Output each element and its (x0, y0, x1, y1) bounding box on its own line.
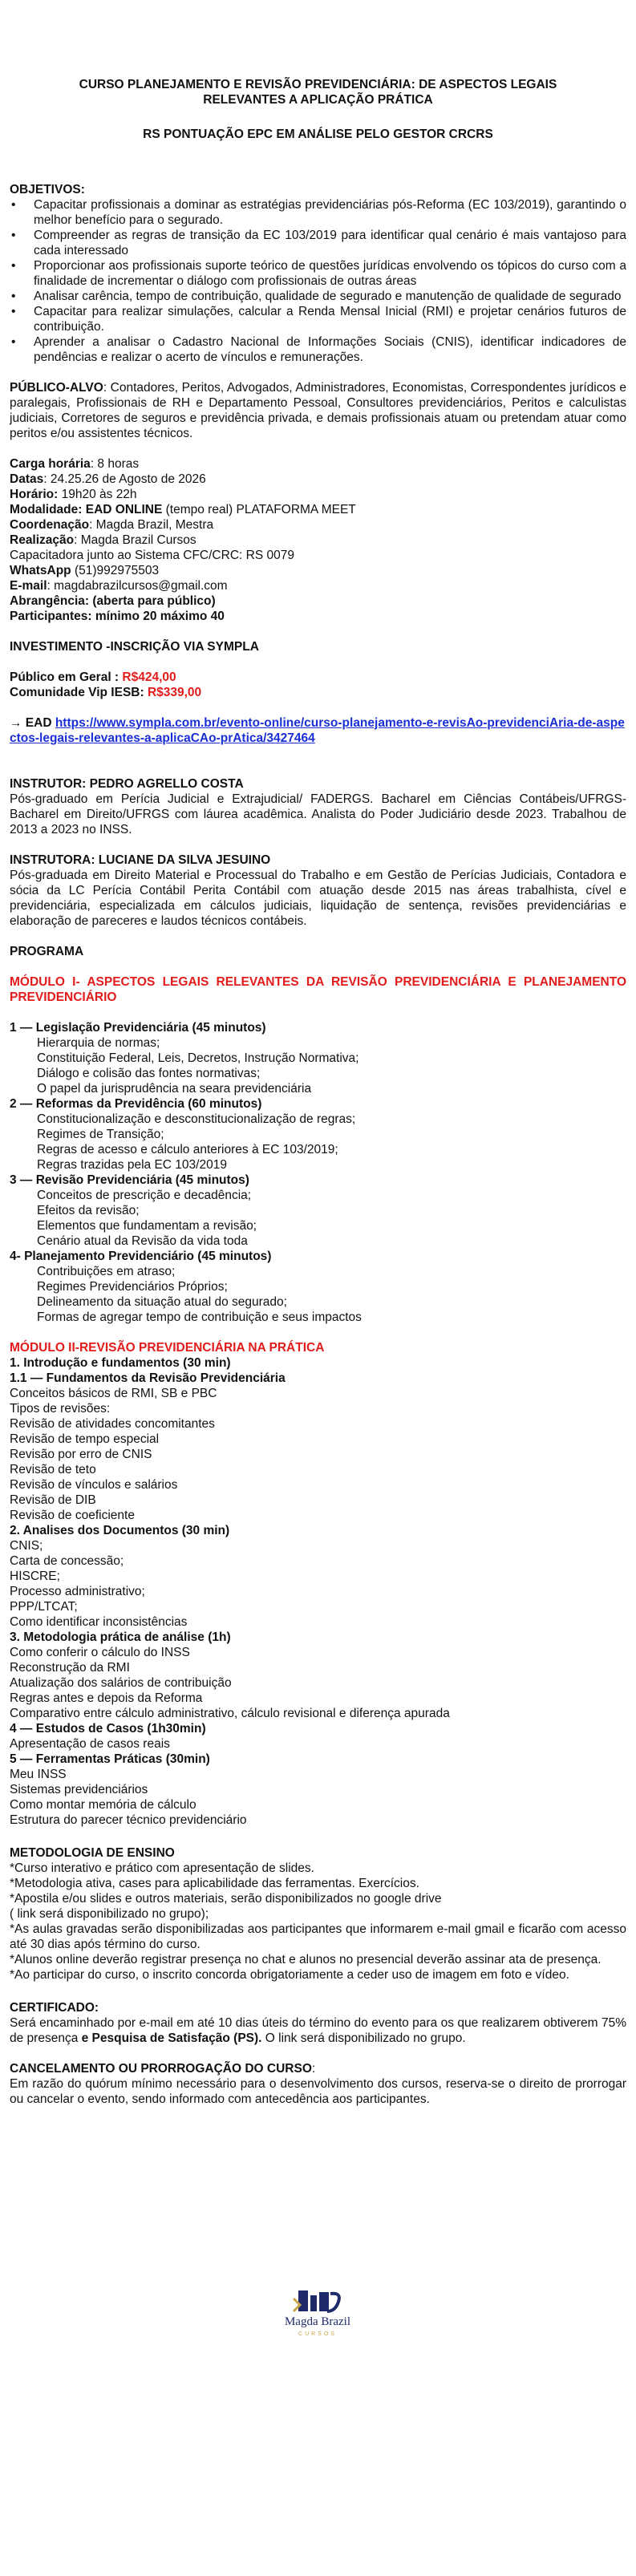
topic-item: Regras de acesso e cálculo anteriores à EC 103/2019; (37, 1142, 338, 1156)
topic-item: Revisão de DIB (10, 1493, 96, 1507)
objetivos-heading: OBJETIVOS: (10, 182, 85, 196)
cancelamento-text: Em razão do quórum mínimo necessário para o desenvolvimento dos cursos, reserva-se o direito de prorrogar ou cancelar o evento, sendo informado com antecedência aos participantes. (10, 2076, 626, 2106)
email-label: E-mail (10, 578, 47, 593)
cancelamento-heading-line (10, 2061, 626, 2076)
investimento-heading: INVESTIMENTO -INSCRIÇÃO VIA SYMPLA (10, 639, 259, 654)
logo-mark-icon (294, 2290, 339, 2311)
price-publico-value: R$424,00 (122, 670, 176, 684)
logo-tagline: CURSOS (298, 2331, 337, 2337)
whatsapp (10, 563, 626, 578)
topic-item: Conceitos de prescrição e decadência; (37, 1188, 252, 1202)
modulo1-section-title: 3 — Revisão Previdenciária (45 minutos) (10, 1173, 249, 1187)
topic-item: Comparativo entre cálculo administrativo, cálculo revisional e diferença apurada (10, 1706, 450, 1720)
realizacao (10, 533, 626, 548)
topic-item: Elementos que fundamentam a revisão; (37, 1218, 257, 1233)
whatsapp-value: (51)992975503 (71, 563, 160, 577)
topic-item: Carta de concessão; (10, 1553, 124, 1568)
metodologia-line: *Metodologia ativa, cases para aplicabilidade das ferramentas. Exercícios. (10, 1876, 419, 1890)
participantes-label: Participantes: (10, 609, 92, 623)
magda-brazil-logo (253, 2287, 382, 2339)
datas-label: Datas (10, 472, 44, 486)
topic-item: O papel da jurisprudência na seara previdenciária (37, 1081, 312, 1096)
horario-value: 19h20 às 22h (58, 487, 137, 501)
modulo2-section-title: 2. Analises dos Documentos (30 min) (10, 1523, 230, 1537)
topic-item: Hierarquia de normas; (37, 1035, 160, 1050)
document (10, 77, 626, 2107)
logo-name: Magda Brazil (284, 2315, 351, 2328)
topic-item: Revisão de tempo especial (10, 1432, 160, 1446)
ead-label: → EAD (10, 715, 55, 730)
metodologia-heading: METODOLOGIA DE ENSINO (10, 1845, 175, 1860)
whatsapp-label: WhatsApp (10, 563, 71, 577)
modulo2-title: MÓDULO II-REVISÃO PREVIDENCIÁRIA NA PRÁTICA (10, 1340, 325, 1355)
datas (10, 472, 626, 487)
capacitadora: Capacitadora junto ao Sistema CFC/CRC: RS 0079 (10, 548, 294, 562)
topic-item: Estrutura do parecer técnico previdenciário (10, 1813, 247, 1827)
certificado-text (10, 2015, 626, 2046)
instrutor-bio: Pós-graduado em Perícia Judicial e Extrajudicial/ FADERGS. Bacharel em Ciências Contábeis/UFRGS- Bacharel em Direito/UFRGS com láurea acadêmica. Analista do Poder Judiciário desde 2023. Trabalhou de 2013 a 2023 no INSS. (10, 792, 626, 836)
modalidade-label: Modalidade: EAD ONLINE (10, 502, 163, 516)
modulo2-section-title: 3. Metodologia prática de análise (1h) (10, 1630, 231, 1644)
topic-item: CNIS; (10, 1538, 43, 1553)
topic-item: Apresentação de casos reais (10, 1736, 170, 1751)
price-vip-label: Comunidade Vip IESB: (10, 685, 148, 699)
modulo2-section-title: 5 — Ferramentas Práticas (30min) (10, 1752, 210, 1766)
topic-item: Conceitos básicos de RMI, SB e PBC (10, 1386, 217, 1400)
price-publico-label: Público em Geral : (10, 670, 123, 684)
instrutora-bio: Pós-graduada em Direito Material e Processual do Trabalho e em Gestão de Perícias Judiciais, Contadora e sócia da LC Perícia Contábil Perita Contábil com atuação desde 2015 nas áreas trabalhista, cível e previdenciária, especializada em cálculos judiciais, liquidação de sentença, revisões previdenciárias e elaboração de pareceres e laudos técnicos contábeis. (10, 868, 626, 928)
horario (10, 487, 626, 502)
coordenacao (10, 517, 626, 533)
topic-item: Constitucionalização e desconstitucionalização de regras; (37, 1112, 356, 1126)
modulo2-section-title: 4 — Estudos de Casos (1h30min) (10, 1721, 206, 1736)
modulo1-section-title: 4- Planejamento Previdenciário (45 minutos) (10, 1249, 272, 1263)
modalidade-value: (tempo real) PLATAFORMA MEET (162, 502, 356, 516)
course-title-line1: CURSO PLANEJAMENTO E REVISÃO PREVIDENCIÁRIA: DE ASPECTOS LEGAIS (79, 78, 557, 91)
coordenacao-value: : Magda Brazil, Mestra (89, 517, 214, 532)
modulo1-section-title: 1 — Legislação Previdenciária (45 minutos) (10, 1020, 266, 1035)
publico-alvo (10, 380, 626, 441)
ead-link-line (10, 715, 626, 746)
certificado-text-b: e Pesquisa de Satisfação (PS). (81, 2031, 262, 2045)
price-vip-value: R$339,00 (147, 685, 202, 699)
certificado-text-a: Será encaminhado por e-mail em até 10 dias úteis do término do evento para os que realizarem obtiverem 75% de presença (10, 2015, 626, 2045)
metodologia-line: *Curso interativo e prático com apresentação de slides. (10, 1861, 314, 1875)
course-title-line2: RELEVANTES A APLICAÇÃO PRÁTICA (203, 93, 433, 107)
objetivo-item: • Capacitar para realizar simulações, calcular a Renda Mensal Inicial (RMI) e projetar cenários futuros de contribuição. (10, 304, 626, 334)
metodologia-line: *Apostila e/ou slides e outros materiais, serão disponibilizados no google drive (10, 1891, 442, 1906)
carga-label: Carga horária (10, 456, 91, 471)
topic-item: Formas de agregar tempo de contribuição e seus impactos (37, 1310, 362, 1324)
instrutor-heading: INSTRUTOR: PEDRO AGRELLO COSTA (10, 776, 244, 791)
objetivos-list (10, 197, 626, 365)
horario-label: Horário: (10, 487, 59, 501)
realizacao-label: Realização (10, 533, 75, 547)
objetivo-item: • Compreender as regras de transição da EC 103/2019 para identificar qual cenário é mais vantajoso para cada interessado (10, 228, 626, 258)
topic-item: Regras antes e depois da Reforma (10, 1691, 203, 1705)
topic-item: Revisão de coeficiente (10, 1508, 135, 1522)
programa-heading: PROGRAMA (10, 944, 84, 958)
topic-item: Diálogo e colisão das fontes normativas; (37, 1066, 261, 1080)
carga-value: : 8 horas (90, 456, 140, 471)
topic-item: Delineamento da situação atual do segurado; (37, 1294, 287, 1309)
metodologia-line: *As aulas gravadas serão disponibilizadas aos participantes que informarem e-mail gmail e ficarão com acesso até 30 dias após término do curso. (10, 1922, 626, 1951)
modulo2-section-title: 1.1 — Fundamentos da Revisão Previdenciária (10, 1371, 286, 1385)
topic-item: Revisão de teto (10, 1462, 96, 1476)
topic-item: Sistemas previdenciários (10, 1782, 148, 1796)
modulo2-sections (10, 1355, 626, 1828)
publico-alvo-text: : Contadores, Peritos, Advogados, Administradores, Economistas, Correspondentes jurídicos e paralegais, Profissionais de RH e Departamento Pessoal, Consultores previdenciários, Peritos e calculistas judiciais, Corretores de seguros e previdência privada, e demais profissionais atuam ou pretendam atuar como peritos e/ou assistentes técnicos. (10, 380, 626, 440)
coordenacao-label: Coordenação (10, 517, 90, 532)
topic-item: Revisão de vínculos e salários (10, 1477, 178, 1492)
objetivo-item: • Aprender a analisar o Cadastro Nacional de Informações Sociais (CNIS), identificar indicadores de pendências e realizar o acerto de vínculos e remunerações. (10, 334, 626, 365)
epc-subtitle: RS PONTUAÇÃO EPC EM ANÁLISE PELO GESTOR CRCRS (143, 128, 493, 141)
topic-item: Atualização dos salários de contribuição (10, 1675, 232, 1690)
datas-value: : 24.25.26 de Agosto de 2026 (43, 472, 206, 486)
topic-item: Processo administrativo; (10, 1584, 145, 1598)
topic-item: Contribuições em atraso; (37, 1264, 176, 1278)
topic-item: Regimes de Transição; (37, 1127, 164, 1141)
topic-item: Regras trazidas pela EC 103/2019 (37, 1157, 227, 1172)
topic-item: Como montar memória de cálculo (10, 1797, 196, 1812)
abrangencia (10, 593, 626, 609)
certificado-heading: CERTIFICADO: (10, 2000, 99, 2015)
topic-item: Meu INSS (10, 1767, 67, 1781)
price-vip (10, 685, 626, 700)
objetivo-item: • Capacitar profissionais a dominar as estratégias previdenciárias pós-Reforma (EC 103/2019), garantindo o melhor benefício para o segurado. (10, 197, 626, 228)
cancelamento-colon: : (311, 2061, 316, 2076)
topic-item: Reconstrução da RMI (10, 1660, 130, 1675)
carga-horaria (10, 456, 626, 472)
instrutora-heading: INSTRUTORA: LUCIANE DA SILVA JESUINO (10, 853, 271, 867)
objetivo-item: • Proporcionar aos profissionais suporte teórico de questões jurídicas envolvendo os tópicos do curso com a finalidade de incrementar o diálogo com profissionais de outras áreas (10, 258, 626, 289)
topic-item: Cenário atual da Revisão da vida toda (37, 1233, 248, 1248)
participantes (10, 609, 626, 624)
email-value: : magdabrazilcursos@gmail.com (47, 578, 228, 593)
abrangencia-label: Abrangência: (10, 593, 90, 608)
modulo1-sections (10, 1020, 626, 1325)
realizacao-value: : Magda Brazil Cursos (74, 533, 196, 547)
topic-item: PPP/LTCAT; (10, 1599, 78, 1614)
email (10, 578, 626, 593)
modulo2-section-title: 1. Introdução e fundamentos (30 min) (10, 1355, 231, 1370)
participantes-value: mínimo 20 máximo 40 (91, 609, 225, 623)
publico-alvo-label: PÚBLICO-ALVO (10, 380, 103, 395)
topic-item: Constituição Federal, Leis, Decretos, Instrução Normativa; (37, 1051, 359, 1065)
cancelamento-heading: CANCELAMENTO OU PRORROGAÇÃO DO CURSO (10, 2061, 312, 2076)
metodologia-line: *Alunos online deverão registrar presença no chat e alunos no presencial deverão assinar ata de presença. (10, 1952, 602, 1966)
metodologia-line: ( link será disponibilizado no grupo); (10, 1906, 209, 1921)
modalidade (10, 502, 626, 517)
topic-item: Revisão por erro de CNIS (10, 1447, 152, 1461)
topic-item: Tipos de revisões: (10, 1401, 111, 1416)
objetivo-item: • Analisar carência, tempo de contribuição, qualidade de segurado e manutenção de qualidade de segurado (10, 289, 626, 304)
topic-item: HISCRE; (10, 1569, 60, 1583)
topic-item: Efeitos da revisão; (37, 1203, 140, 1217)
abrangencia-value: (aberta para público) (89, 593, 216, 608)
modulo1-section-title: 2 — Reformas da Previdência (60 minutos) (10, 1096, 262, 1111)
certificado-text-c: O link será disponibilizado no grupo. (261, 2031, 466, 2045)
topic-item: Como identificar inconsistências (10, 1614, 188, 1629)
sympla-link[interactable]: https://www.sympla.com.br/evento-online/curso-planejamento-e-revisAo-previdenciAria-de-aspectos-legais-relevantes-a-aplicaCAo-prAtica/3427464 (10, 715, 625, 745)
topic-item: Revisão de atividades concomitantes (10, 1416, 215, 1431)
modulo1-title: MÓDULO I- ASPECTOS LEGAIS RELEVANTES DA REVISÃO PREVIDENCIÁRIA E PLANEJAMENTO PREVIDENCIÁRIO (10, 974, 626, 1004)
metodologia-line: *Ao participar do curso, o inscrito concorda obrigatoriamente a ceder uso de imagem em foto e vídeo. (10, 1967, 569, 1982)
topic-item: Como conferir o cálculo do INSS (10, 1645, 190, 1659)
price-publico (10, 670, 626, 685)
topic-item: Regimes Previdenciários Próprios; (37, 1279, 228, 1294)
